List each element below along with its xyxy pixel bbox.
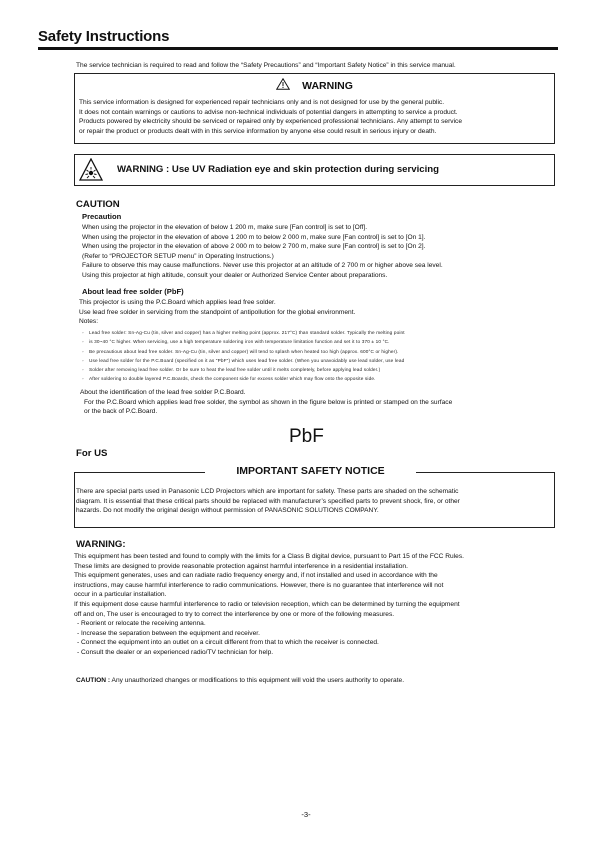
warning-line: This service information is designed for experienced repair technicians only and is not designed for use by the general public. bbox=[79, 99, 445, 106]
precaution-title: Precaution bbox=[82, 212, 122, 221]
lead-free-line: This projector is using the P.C.Board which applies lead free solder. bbox=[79, 299, 276, 306]
warning-title: WARNING bbox=[302, 80, 353, 92]
final-caution bbox=[76, 677, 404, 684]
note-text: is 30~40 °C higher. When servicing, use a high temperature soldering iron with temperature limitation function and set it to 370 ± 10 °C. bbox=[89, 339, 390, 345]
for-us-label: For US bbox=[76, 448, 108, 459]
precaution-line: When using the projector in the elevation of above 2 000 m to below 2 700 m, make sure [Fan control] is set to [On 2]. bbox=[82, 243, 426, 251]
lead-free-notes bbox=[82, 328, 552, 384]
note-text: After soldering to double layered P.C.Boards, check the component side for excess solder which may flow onto the opposite side. bbox=[89, 376, 376, 382]
identification-line: For the P.C.Board which applies lead free solder, the symbol as shown in the figure below is printed or stamped on the surface bbox=[84, 398, 453, 406]
notice-line: hazards. Do not modify the original design without permission of PANASONIC SOLUTIONS COMPANY. bbox=[76, 507, 379, 515]
note-item bbox=[82, 347, 552, 356]
lead-free-title: About lead free solder (PbF) bbox=[82, 287, 184, 296]
warning-body bbox=[79, 98, 553, 136]
fcc-line: instructions, may cause harmful interference to radio communications. However, there is no guarantee that interference will not bbox=[74, 581, 444, 589]
note-item bbox=[82, 328, 552, 337]
identification-line: About the identification of the lead free solder P.C.Board. bbox=[80, 389, 246, 396]
bullet-icon: ◦ bbox=[82, 330, 84, 335]
uv-warning-box bbox=[74, 154, 555, 186]
final-caution-label: CAUTION : bbox=[76, 677, 111, 684]
lead-free-line: Notes: bbox=[79, 318, 99, 326]
note-text: Use lead free solder for the P.C.Board (specified on it as "PbF") which uses lead free solder. (When you unavoidably use lead solder, use lead bbox=[89, 357, 405, 363]
bullet-icon: ◦ bbox=[82, 357, 84, 363]
pbf-symbol: PbF bbox=[289, 426, 324, 447]
identification-body bbox=[80, 388, 550, 417]
warning-triangle-icon bbox=[276, 78, 290, 93]
intro-text: The service technician is required to read and follow the “Safety Precautions” and “Important Safety Notice” in this service manual. bbox=[76, 62, 456, 69]
fcc-line: occur in a particular installation. bbox=[74, 591, 167, 599]
notice-line: diagram. It is essential that these critical parts should be replaced with manufacturer’s specified parts to prevent shock, fire, or other bbox=[76, 497, 460, 505]
warning-header bbox=[75, 78, 554, 93]
fcc-measure: - Consult the dealer or an experienced radio/TV technician for help. bbox=[77, 648, 274, 656]
uv-radiation-icon bbox=[79, 158, 103, 182]
bullet-icon: ◦ bbox=[82, 348, 84, 354]
note-item bbox=[82, 365, 552, 374]
uv-warning-text: WARNING : Use UV Radiation eye and skin protection during servicing bbox=[117, 164, 439, 175]
note-item bbox=[82, 356, 552, 365]
identification-line: or the back of P.C.Board. bbox=[84, 408, 158, 416]
fcc-measure: - Reorient or relocate the receiving antenna. bbox=[77, 620, 206, 628]
fcc-measure: - Increase the separation between the equipment and receiver. bbox=[77, 629, 260, 637]
precaution-line: When using the projector in the elevation of below 1 200 m, make sure [Fan control] is set to [Off]. bbox=[82, 224, 368, 231]
fcc-measure: - Connect the equipment into an outlet on a circuit different from that to which the receiver is connected. bbox=[77, 639, 379, 647]
final-caution-text: Any unauthorized changes or modifications to this equipment will void the users authority to operate. bbox=[110, 677, 405, 684]
important-notice-title: IMPORTANT SAFETY NOTICE bbox=[236, 465, 385, 477]
bullet-icon: ◦ bbox=[82, 367, 84, 373]
page-title: Safety Instructions bbox=[38, 28, 170, 45]
bullet-icon: ◦ bbox=[82, 376, 84, 382]
important-notice-header bbox=[205, 461, 416, 481]
bullet-icon: ◦ bbox=[82, 339, 84, 345]
lead-free-body bbox=[79, 298, 549, 327]
note-text: Be precautious about lead free solder. Sn-Ag-Cu (tin, silver and copper) will tend to splash when heated too high (approx. 600°C or higher). bbox=[89, 348, 399, 354]
fcc-warning-title: WARNING: bbox=[76, 539, 126, 550]
precaution-line: Using this projector at high altitude, consult your dealer or Authorized Service Center about preparations. bbox=[82, 271, 388, 279]
precaution-body bbox=[82, 223, 552, 281]
fcc-line: If this equipment dose cause harmful interference to radio or television reception, which can be determined by turning the equipment bbox=[74, 600, 460, 608]
heading-rule bbox=[38, 47, 558, 50]
warning-box bbox=[74, 73, 555, 144]
page-number: -3- bbox=[301, 810, 311, 819]
fcc-line: This equipment has been tested and found to comply with the limits for a Class B digital device, pursuant to Part 15 of the FCC Rules. bbox=[74, 553, 464, 560]
precaution-line: (Refer to “PROJECTOR SETUP menu” in Operating Instructions.) bbox=[82, 252, 274, 260]
warning-line: Products powered by electricity should be serviced or repaired only by experienced professional technicians. Any attempt to service bbox=[79, 118, 463, 126]
precaution-line: Failure to observe this may cause malfunctions. Never use this projector at an altitude of 2 700 m or higher above sea level. bbox=[82, 262, 443, 270]
note-text: Lead free solder: Sn-Ag-Cu (tin, silver and copper) has a higher melting point (approx. 217°C) than standard solder. Typically the melting point bbox=[89, 330, 405, 335]
fcc-line: These limits are designed to provide reasonable protection against harmful interference in a residential installation. bbox=[74, 562, 408, 570]
note-text: Solder after removing lead free solder. Or be sure to heat the lead free solder until it melts completely, before applying lead solder.) bbox=[89, 367, 381, 373]
warning-line: It does not contain warnings or cautions to advise non-technical individuals of potential dangers in attempting to service a product. bbox=[79, 108, 458, 116]
notice-line: There are special parts used in Panasonic LCD Projectors which are important for safety. These parts are shaded on the schematic bbox=[76, 488, 459, 495]
fcc-line: off and on, The user is encouraged to try to correct the interference by one or more of the following measures. bbox=[74, 610, 395, 618]
lead-free-line: Use lead free solder in servicing from the standpoint of antipollution for the global environment. bbox=[79, 308, 356, 316]
note-item bbox=[82, 337, 552, 346]
fcc-line: This equipment generates, uses and can radiate radio frequency energy and, if not installed and used in accordance with the bbox=[74, 572, 438, 580]
important-notice-body bbox=[76, 487, 552, 516]
precaution-line: When using the projector in the elevation of above 1 200 m to below 2 000 m, make sure [Fan control] is set to [On 1]. bbox=[82, 233, 426, 241]
fcc-warning-body bbox=[74, 552, 556, 658]
note-item bbox=[82, 374, 552, 383]
warning-line: or repair the product or products dealt with in this service information by anyone else could result in serious injury or death. bbox=[79, 127, 437, 135]
caution-title: CAUTION bbox=[76, 199, 120, 210]
